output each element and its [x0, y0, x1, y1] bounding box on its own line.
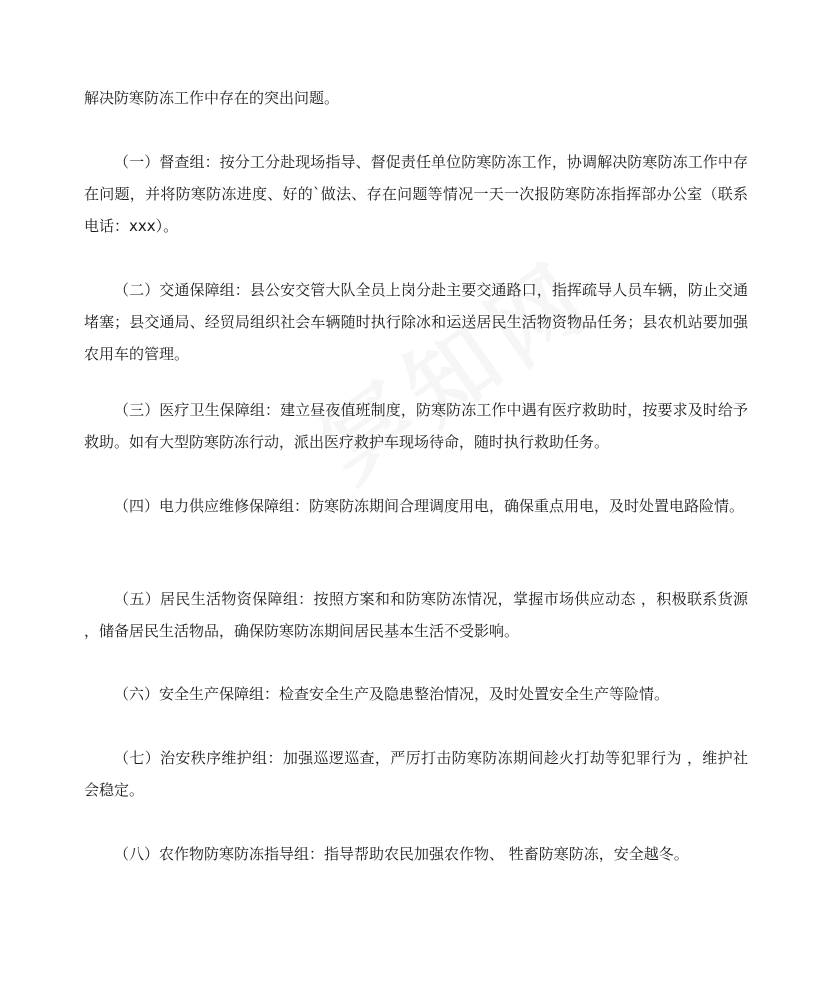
paragraph-agriculture-group: （八）农作物防寒防冻指导组：指导帮助农民加强农作物、 牲畜防寒防冻，安全越冬。: [114, 845, 689, 863]
paragraph-power-group: （四）电力供应维修保障组：防寒防冻期间合理调度用电，确保重点用电，及时处置电路险情。: [114, 497, 745, 515]
paragraph-supervision-group: （一）督查组：按分工分赴现场指导、督促责任单位防寒防冻工作，协调解决防寒防冻工作中存在问题，并将防寒防冻进度、好的`做法、存在问题等情况一天一次报防寒防冻指挥部办公室（联系电话：xxx）。: [84, 153, 748, 235]
paragraph-medical-group: （三）医疗卫生保障组：建立昼夜值班制度，防寒防冻工作中遇有医疗救助时，按要求及时给予救助。如有大型防寒防冻行动，派出医疗救护车现场待命，随时执行救助任务。: [84, 401, 748, 451]
paragraph-security-group: （七）治安秩序维护组：加强巡逻巡查，严厉打击防寒防冻期间趁火打劫等犯罪行为 ，维护社会稳定。: [84, 749, 748, 799]
paragraph-safety-group: （六）安全生产保障组：检查安全生产及隐患整治情况，及时处置安全生产等险情。: [114, 685, 670, 703]
paragraph-supplies-group: （五）居民生活物资保障组：按照方案和和防寒防冻情况，掌握市场供应动态 ，积极联系货源 ，储备居民生活物品，确保防寒防冻期间居民基本生活不受影响。: [84, 590, 748, 640]
paragraph-traffic-group: （二）交通保障组：县公安交管大队全员上岗分赴主要交通路口，指挥疏导人员车辆，防止交通堵塞；县交通局、经贸局组织社会车辆随时执行除冰和运送居民生活物资物品任务；县农机站要加强农用车的管理。: [84, 281, 748, 363]
paragraph-intro: 解决防寒防冻工作中存在的突出问题。: [84, 89, 340, 107]
